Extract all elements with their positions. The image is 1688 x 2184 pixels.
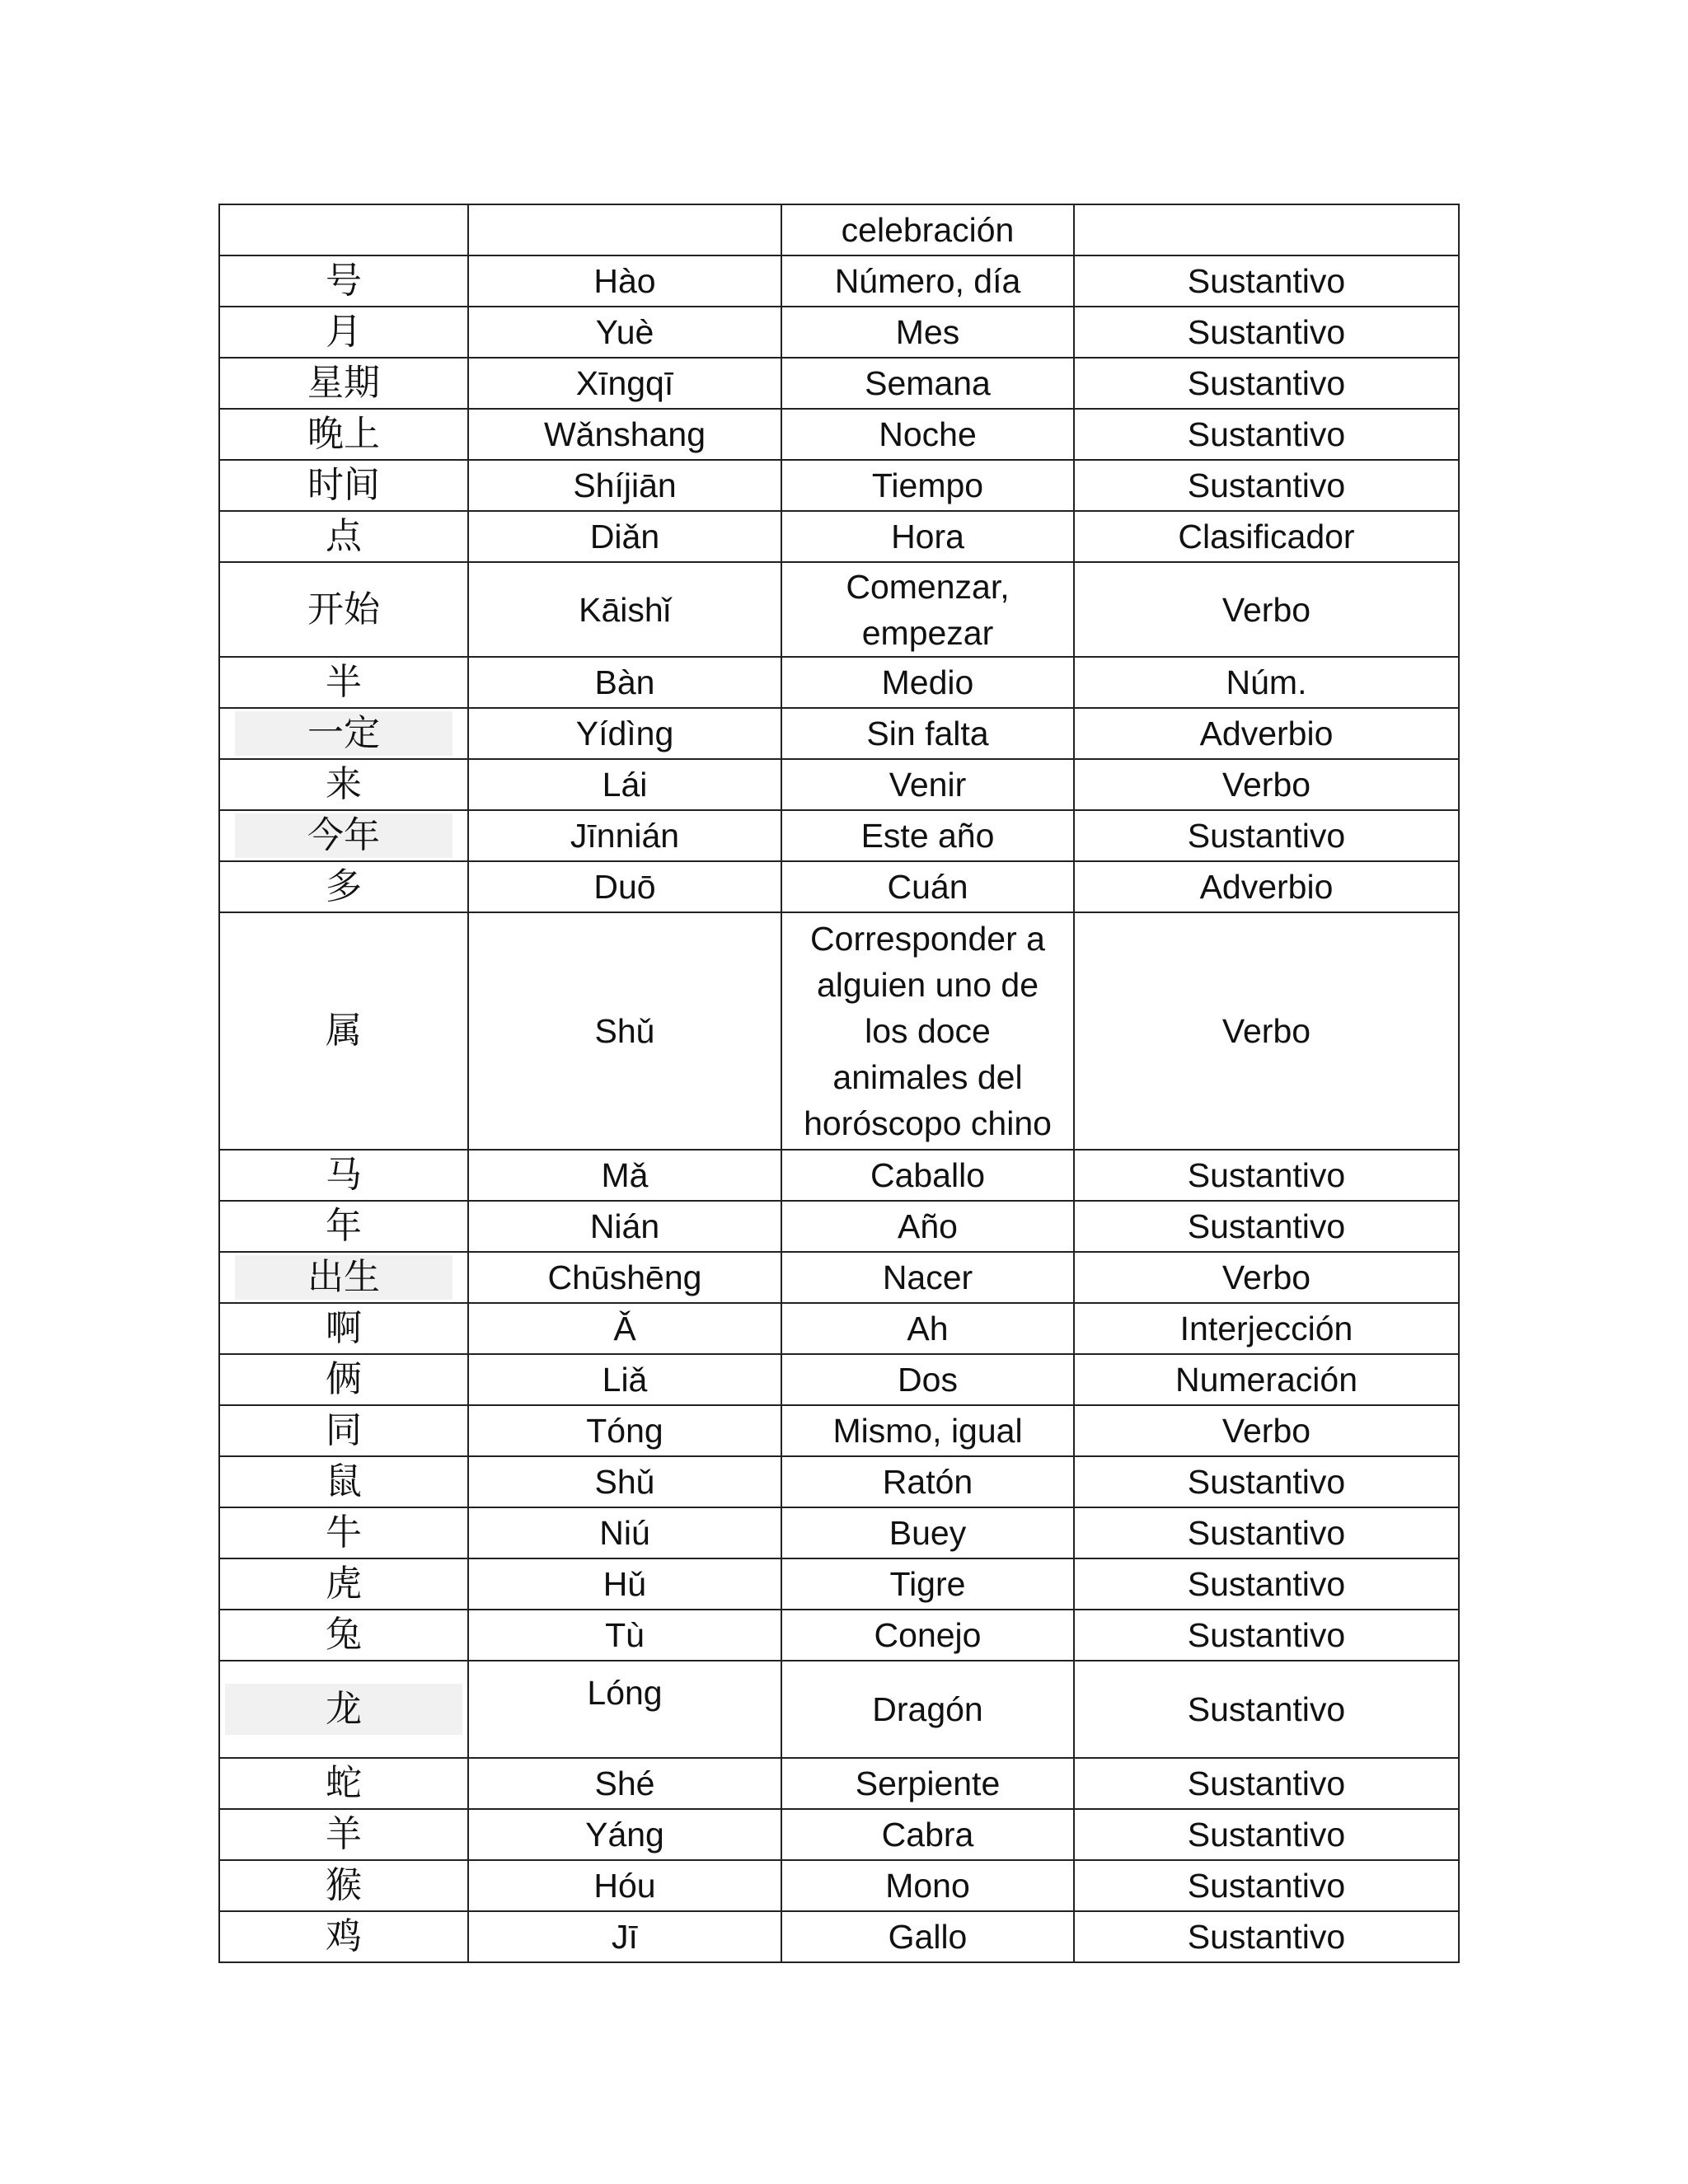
meaning-cell: Conejo <box>781 1610 1074 1661</box>
word-type-cell: Verbo <box>1074 1405 1459 1456</box>
table-row <box>219 1303 1459 1354</box>
table-row <box>219 358 1459 409</box>
table-row <box>219 1456 1459 1507</box>
meaning-cell: Mono <box>781 1860 1074 1911</box>
hanzi-cell: 号 <box>219 255 468 307</box>
word-type-cell: Adverbio <box>1074 708 1459 759</box>
hanzi-cell: 晚上 <box>219 409 468 460</box>
word-type-cell: Sustantivo <box>1074 1911 1459 1962</box>
meaning-cell: Buey <box>781 1507 1074 1558</box>
hanzi-cell: 俩 <box>219 1354 468 1405</box>
hanzi-cell: 鼠 <box>219 1456 468 1507</box>
pinyin-cell: Tù <box>468 1610 781 1661</box>
word-type-cell: Verbo <box>1074 1252 1459 1303</box>
hanzi-cell: 同 <box>219 1405 468 1456</box>
pinyin-cell: Lái <box>468 759 781 810</box>
pinyin-cell <box>468 204 781 255</box>
table-row <box>219 708 1459 759</box>
pinyin-cell: Hóu <box>468 1860 781 1911</box>
word-type-cell: Sustantivo <box>1074 1610 1459 1661</box>
meaning-cell: Año <box>781 1201 1074 1252</box>
hanzi-cell: 兔 <box>219 1610 468 1661</box>
table-row <box>219 409 1459 460</box>
meaning-cell: Este año <box>781 810 1074 861</box>
hanzi-cell: 开始 <box>219 562 468 657</box>
hanzi-cell: 虎 <box>219 1558 468 1610</box>
hanzi-cell: 猴 <box>219 1860 468 1911</box>
word-type-cell: Clasificador <box>1074 511 1459 562</box>
pinyin-cell: Diǎn <box>468 511 781 562</box>
pinyin-cell: Jīnnián <box>468 810 781 861</box>
pinyin-cell: Hǔ <box>468 1558 781 1610</box>
hanzi-cell: 半 <box>219 657 468 708</box>
table-row <box>219 1354 1459 1405</box>
table-row <box>219 861 1459 912</box>
pinyin-cell: Hào <box>468 255 781 307</box>
pinyin-cell: Lóng <box>468 1661 781 1758</box>
meaning-cell: Noche <box>781 409 1074 460</box>
hanzi-cell: 属 <box>219 912 468 1150</box>
table-row <box>219 912 1459 1150</box>
pinyin-cell: Shǔ <box>468 1456 781 1507</box>
meaning-cell: Sin falta <box>781 708 1074 759</box>
pinyin-cell: Yáng <box>468 1809 781 1860</box>
meaning-cell: Dragón <box>781 1661 1074 1758</box>
hanzi-cell: 蛇 <box>219 1758 468 1809</box>
word-type-cell: Núm. <box>1074 657 1459 708</box>
meaning-cell: Tiempo <box>781 460 1074 511</box>
meaning-cell: Venir <box>781 759 1074 810</box>
hanzi-cell: 点 <box>219 511 468 562</box>
table-row <box>219 255 1459 307</box>
table-row <box>219 1558 1459 1610</box>
hanzi-cell: 来 <box>219 759 468 810</box>
meaning-cell: Comenzar, empezar <box>781 562 1074 657</box>
meaning-cell: Serpiente <box>781 1758 1074 1809</box>
hanzi-cell: 马 <box>219 1150 468 1201</box>
pinyin-cell: Jī <box>468 1911 781 1962</box>
word-type-cell: Sustantivo <box>1074 810 1459 861</box>
pinyin-cell: Duō <box>468 861 781 912</box>
word-type-cell: Sustantivo <box>1074 1507 1459 1558</box>
pinyin-cell: Yídìng <box>468 708 781 759</box>
table-row <box>219 204 1459 255</box>
table-row <box>219 562 1459 657</box>
table-row <box>219 1809 1459 1860</box>
meaning-cell: Hora <box>781 511 1074 562</box>
word-type-cell: Verbo <box>1074 562 1459 657</box>
meaning-cell: Cuán <box>781 861 1074 912</box>
table-row <box>219 1610 1459 1661</box>
pinyin-cell: Wǎnshang <box>468 409 781 460</box>
table-row <box>219 511 1459 562</box>
pinyin-cell: Chūshēng <box>468 1252 781 1303</box>
meaning-cell: Mismo, igual <box>781 1405 1074 1456</box>
table-row <box>219 1758 1459 1809</box>
pinyin-cell: Tóng <box>468 1405 781 1456</box>
pinyin-cell: Xīngqī <box>468 358 781 409</box>
pinyin-cell: Nián <box>468 1201 781 1252</box>
table-row <box>219 810 1459 861</box>
table-row <box>219 1661 1459 1758</box>
hanzi-cell: 今年 <box>219 810 468 861</box>
word-type-cell: Sustantivo <box>1074 460 1459 511</box>
hanzi-cell: 出生 <box>219 1252 468 1303</box>
pinyin-cell: Shǔ <box>468 912 781 1150</box>
meaning-cell: Mes <box>781 307 1074 358</box>
meaning-cell: Número, día <box>781 255 1074 307</box>
meaning-cell: Cabra <box>781 1809 1074 1860</box>
word-type-cell: Sustantivo <box>1074 1150 1459 1201</box>
word-type-cell: Sustantivo <box>1074 1456 1459 1507</box>
meaning-cell: celebración <box>781 204 1074 255</box>
table-row <box>219 1507 1459 1558</box>
meaning-cell: Nacer <box>781 1252 1074 1303</box>
hanzi-cell <box>219 204 468 255</box>
meaning-cell: Semana <box>781 358 1074 409</box>
table-row <box>219 1860 1459 1911</box>
pinyin-cell: Shíjiān <box>468 460 781 511</box>
word-type-cell: Verbo <box>1074 912 1459 1150</box>
table-row <box>219 1911 1459 1962</box>
pinyin-cell: Liǎ <box>468 1354 781 1405</box>
hanzi-cell: 星期 <box>219 358 468 409</box>
meaning-cell: Medio <box>781 657 1074 708</box>
word-type-cell: Sustantivo <box>1074 409 1459 460</box>
meaning-cell: Corresponder a alguien uno de los doce animales del horóscopo chino <box>781 912 1074 1150</box>
word-type-cell: Sustantivo <box>1074 1758 1459 1809</box>
vocabulary-table <box>218 204 1460 1963</box>
pinyin-cell: Bàn <box>468 657 781 708</box>
hanzi-cell: 牛 <box>219 1507 468 1558</box>
table-row <box>219 1150 1459 1201</box>
hanzi-cell: 鸡 <box>219 1911 468 1962</box>
table-row <box>219 307 1459 358</box>
word-type-cell: Sustantivo <box>1074 255 1459 307</box>
word-type-cell: Adverbio <box>1074 861 1459 912</box>
hanzi-cell: 多 <box>219 861 468 912</box>
hanzi-cell: 年 <box>219 1201 468 1252</box>
hanzi-cell: 啊 <box>219 1303 468 1354</box>
pinyin-cell: Yuè <box>468 307 781 358</box>
meaning-cell: Dos <box>781 1354 1074 1405</box>
hanzi-cell: 时间 <box>219 460 468 511</box>
word-type-cell: Verbo <box>1074 759 1459 810</box>
word-type-cell: Sustantivo <box>1074 307 1459 358</box>
word-type-cell: Sustantivo <box>1074 1860 1459 1911</box>
pinyin-cell: Ǎ <box>468 1303 781 1354</box>
hanzi-cell: 一定 <box>219 708 468 759</box>
word-type-cell: Sustantivo <box>1074 358 1459 409</box>
meaning-cell: Ah <box>781 1303 1074 1354</box>
table-row <box>219 1405 1459 1456</box>
word-type-cell: Sustantivo <box>1074 1809 1459 1860</box>
meaning-cell: Caballo <box>781 1150 1074 1201</box>
pinyin-cell: Mǎ <box>468 1150 781 1201</box>
word-type-cell <box>1074 204 1459 255</box>
word-type-cell: Interjección <box>1074 1303 1459 1354</box>
table-row <box>219 657 1459 708</box>
word-type-cell: Sustantivo <box>1074 1558 1459 1610</box>
word-type-cell: Numeración <box>1074 1354 1459 1405</box>
table-row <box>219 1201 1459 1252</box>
meaning-cell: Gallo <box>781 1911 1074 1962</box>
hanzi-cell: 月 <box>219 307 468 358</box>
hanzi-cell: 羊 <box>219 1809 468 1860</box>
pinyin-cell: Niú <box>468 1507 781 1558</box>
pinyin-cell: Kāishǐ <box>468 562 781 657</box>
table-row <box>219 1252 1459 1303</box>
meaning-cell: Ratón <box>781 1456 1074 1507</box>
table-row <box>219 759 1459 810</box>
table-row <box>219 460 1459 511</box>
pinyin-cell: Shé <box>468 1758 781 1809</box>
word-type-cell: Sustantivo <box>1074 1201 1459 1252</box>
meaning-cell: Tigre <box>781 1558 1074 1610</box>
word-type-cell: Sustantivo <box>1074 1661 1459 1758</box>
hanzi-cell: 龙 <box>219 1661 468 1758</box>
